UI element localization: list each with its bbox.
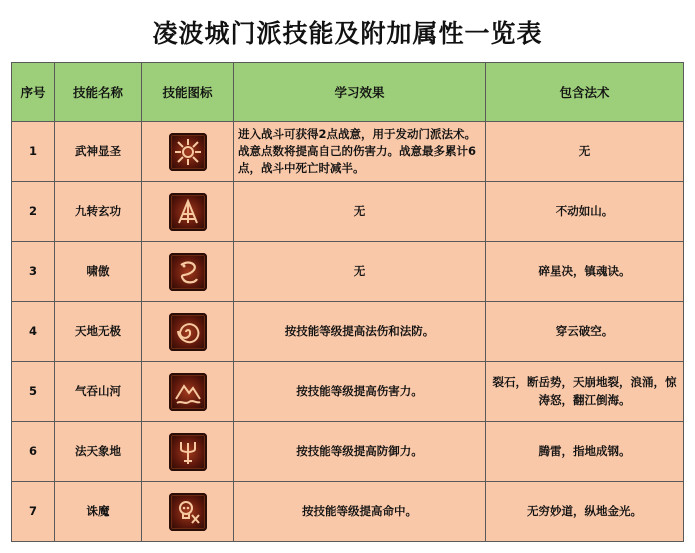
- skill-name: 啸傲: [55, 242, 142, 302]
- table-row: [12, 242, 684, 302]
- header-spells: 包含法术: [486, 63, 684, 122]
- skill-spells: 碎星决，镇魂诀。: [486, 242, 684, 302]
- table-row: [12, 362, 684, 422]
- sunburst-icon: [169, 133, 207, 171]
- skill-spells: 无穷妙道，纵地金光。: [486, 482, 684, 542]
- table-row: [12, 182, 684, 242]
- mountain-icon: [169, 373, 207, 411]
- row-index: 1: [12, 122, 55, 182]
- row-index: 4: [12, 302, 55, 362]
- skill-name: 诛魔: [55, 482, 142, 542]
- skill-effect: 进入战斗可获得2点战意，用于发动门派法术。战意点数将提高自己的伤害力。战意最多累计6点，战斗中死亡时减半。: [234, 122, 486, 182]
- skill-icon-cell: [142, 182, 234, 242]
- skull-icon: [169, 493, 207, 531]
- skill-name: 武神显圣: [55, 122, 142, 182]
- row-index: 7: [12, 482, 55, 542]
- row-index: 3: [12, 242, 55, 302]
- table-row: [12, 302, 684, 362]
- row-index: 2: [12, 182, 55, 242]
- table-row: [12, 422, 684, 482]
- skill-name: 法天象地: [55, 422, 142, 482]
- skill-icon-cell: [142, 362, 234, 422]
- skill-spells: 无: [486, 122, 684, 182]
- skill-effect: 按技能等级提高命中。: [234, 482, 486, 542]
- header-name: 技能名称: [55, 63, 142, 122]
- skill-icon-cell: [142, 122, 234, 182]
- skill-spells: 不动如山。: [486, 182, 684, 242]
- row-index: 6: [12, 422, 55, 482]
- skill-icon-cell: [142, 242, 234, 302]
- table-row: [12, 122, 684, 182]
- skill-icon-cell: [142, 302, 234, 362]
- skill-spells: 腾雷，指地成钢。: [486, 422, 684, 482]
- trident-icon: [169, 433, 207, 471]
- skill-name: 气吞山河: [55, 362, 142, 422]
- skill-effect: 无: [234, 182, 486, 242]
- tower-icon: [169, 193, 207, 231]
- row-index: 5: [12, 362, 55, 422]
- vortex-icon: [169, 313, 207, 351]
- skills-table: [11, 62, 684, 542]
- skill-name: 九转玄功: [55, 182, 142, 242]
- skill-effect: 按技能等级提高伤害力。: [234, 362, 486, 422]
- skill-icon-cell: [142, 482, 234, 542]
- skill-spells: 穿云破空。: [486, 302, 684, 362]
- skill-effect: 无: [234, 242, 486, 302]
- page-title: 凌波城门派技能及附加属性一览表: [152, 19, 543, 48]
- table-row: [12, 482, 684, 542]
- skill-effect: 按技能等级提高防御力。: [234, 422, 486, 482]
- skill-effect: 按技能等级提高法伤和法防。: [234, 302, 486, 362]
- dragon-icon: [169, 253, 207, 291]
- skill-name: 天地无极: [55, 302, 142, 362]
- header-index: 序号: [12, 63, 55, 122]
- skill-icon-cell: [142, 422, 234, 482]
- header-row: [12, 63, 684, 122]
- header-icon: 技能图标: [142, 63, 234, 122]
- header-effect: 学习效果: [234, 63, 486, 122]
- skill-spells: 裂石，断岳势，天崩地裂，浪涌，惊涛怒，翻江倒海。: [486, 362, 684, 422]
